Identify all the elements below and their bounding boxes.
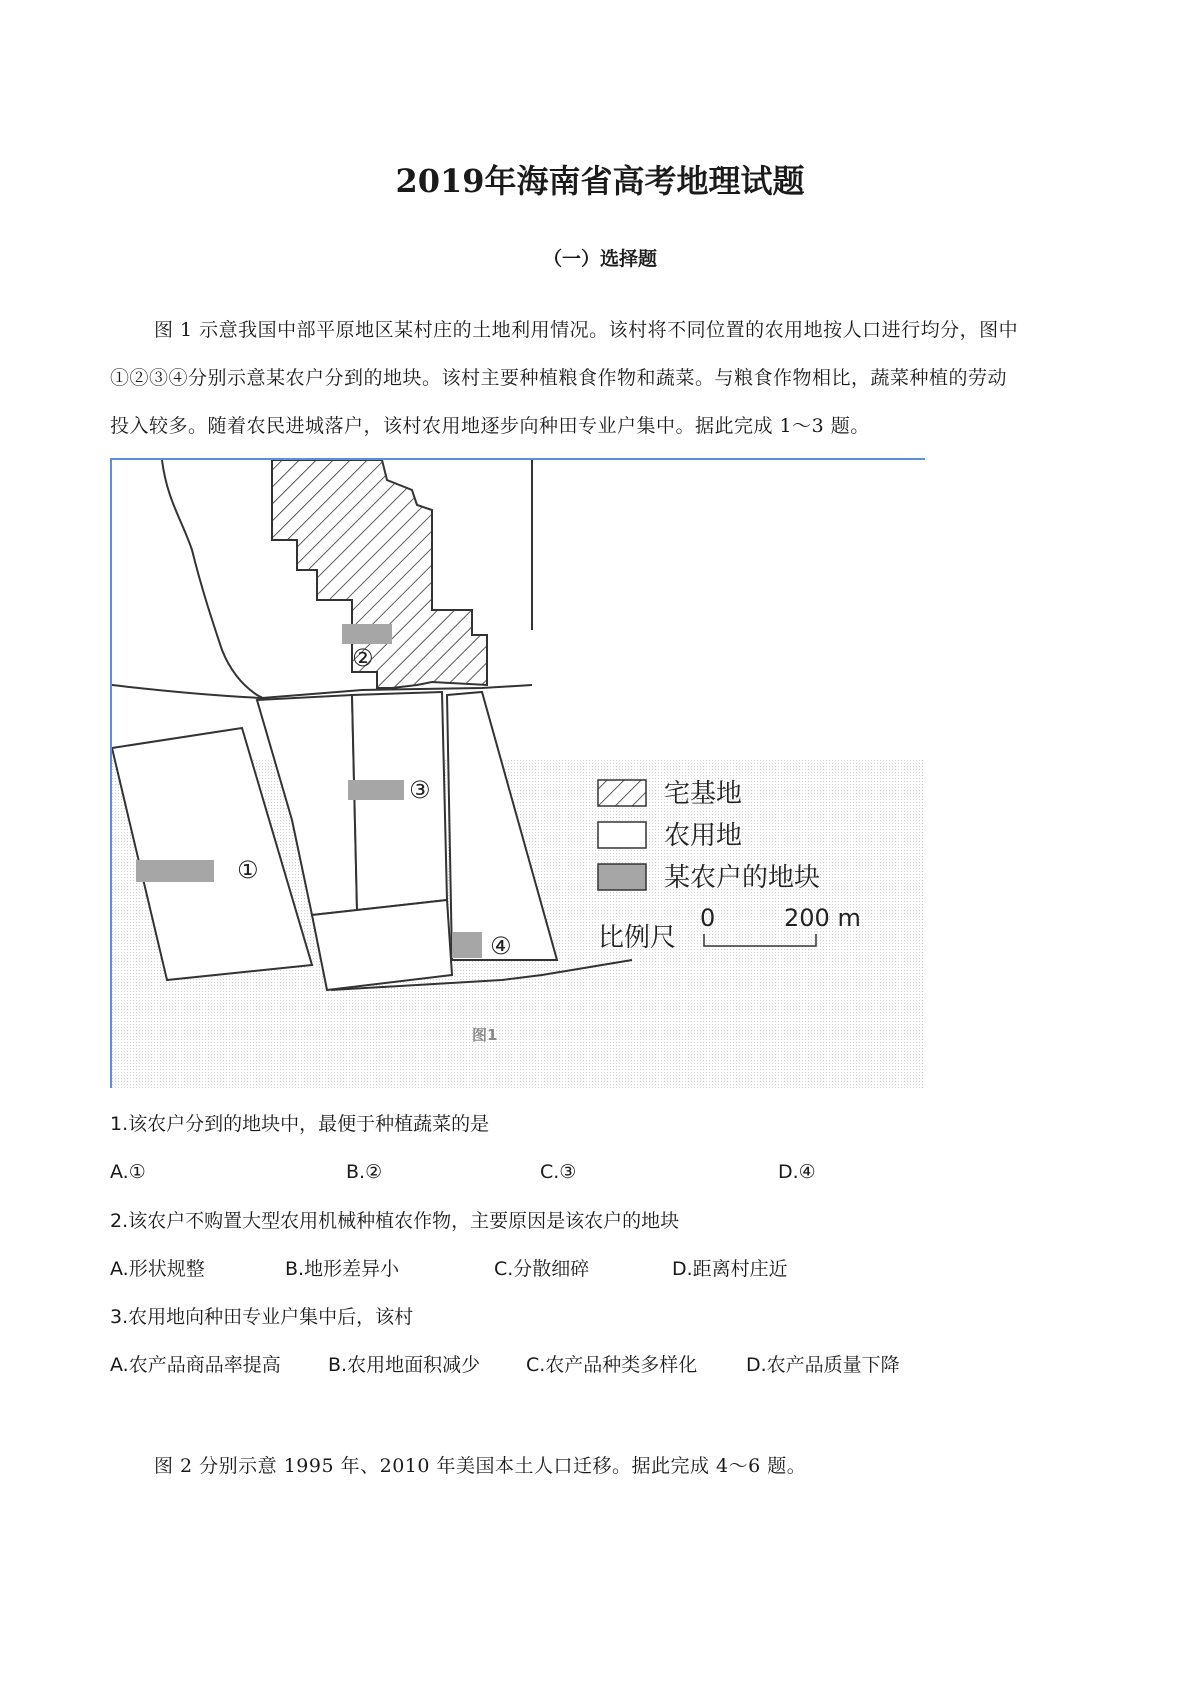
question-1-option-b[interactable]: B.② [346, 1161, 383, 1183]
plot-label-1: ① [237, 856, 259, 884]
question-1-stem: 1.该农户分到的地块中，最便于种植蔬菜的是 [110, 1113, 490, 1135]
question-2-option-b[interactable]: B.地形差异小 [285, 1258, 400, 1280]
question-2-stem: 2.该农户不购置大型农用机械种植农作物，主要原因是该农户的地块 [110, 1210, 680, 1232]
question-1-option-c[interactable]: C.③ [540, 1161, 577, 1183]
land-use-map [112, 460, 927, 1090]
question-2-option-a[interactable]: A.形状规整 [110, 1258, 205, 1280]
legend-swatch-household-plot [598, 864, 646, 890]
legend-label-farmland: 农用地 [664, 821, 743, 851]
plot-label-3: ③ [409, 776, 431, 804]
intro-line-2: ①②③④分别示意某农户分到的地块。该村主要种植粮食作物和蔬菜。与粮食作物相比，蔬菜种植的劳动 [110, 367, 1008, 389]
question-3-option-d[interactable]: D.农产品质量下降 [746, 1354, 900, 1376]
farmland-plot-bottom [312, 900, 452, 990]
farmland-plot-center [352, 692, 447, 910]
homestead-area [272, 460, 487, 688]
household-plot-4 [452, 932, 482, 958]
legend-scale-label: 比例尺 [598, 923, 677, 953]
legend-label-household-plot: 某农户的地块 [664, 863, 821, 893]
page-title: 2019年海南省高考地理试题 [395, 162, 805, 200]
legend-swatch-farmland [598, 822, 646, 848]
household-plot-2 [342, 624, 392, 644]
question-3-option-c[interactable]: C.农产品种类多样化 [526, 1354, 698, 1376]
intro-line-1: 图 1 示意我国中部平原地区某村庄的土地利用情况。该村将不同位置的农用地按人口进行均分，图中 [154, 319, 1019, 341]
question-2-option-c[interactable]: C.分散细碎 [494, 1258, 590, 1280]
question-1-option-a[interactable]: A.① [110, 1161, 146, 1183]
intro-line-3: 投入较多。随着农民进城落户，该村农用地逐步向种田专业户集中。据此完成 1～3 题。 [110, 415, 870, 437]
question-3-option-b[interactable]: B.农用地面积减少 [328, 1354, 481, 1376]
land-use-map-figure [110, 458, 925, 1088]
intro2-paragraph: 图 2 分别示意 1995 年、2010 年美国本土人口迁移。据此完成 4～6 题。 [154, 1455, 807, 1477]
legend-swatch-homestead [598, 780, 646, 806]
question-3-option-a[interactable]: A.农产品商品率提高 [110, 1354, 281, 1376]
figure-caption: 图1 [472, 1026, 498, 1044]
household-plot-1 [136, 860, 214, 882]
scale-end-label: 200 m [784, 904, 861, 932]
household-plot-3 [348, 780, 404, 800]
scale-start-label: 0 [700, 904, 716, 932]
question-2-option-d[interactable]: D.距离村庄近 [672, 1258, 788, 1280]
plot-label-4: ④ [490, 932, 512, 960]
section-heading: （一）选择题 [542, 248, 657, 270]
question-3-stem: 3.农用地向种田专业户集中后，该村 [110, 1306, 414, 1328]
question-1-option-d[interactable]: D.④ [778, 1161, 816, 1183]
legend-label-homestead: 宅基地 [664, 779, 743, 809]
plot-label-2: ② [352, 644, 374, 672]
